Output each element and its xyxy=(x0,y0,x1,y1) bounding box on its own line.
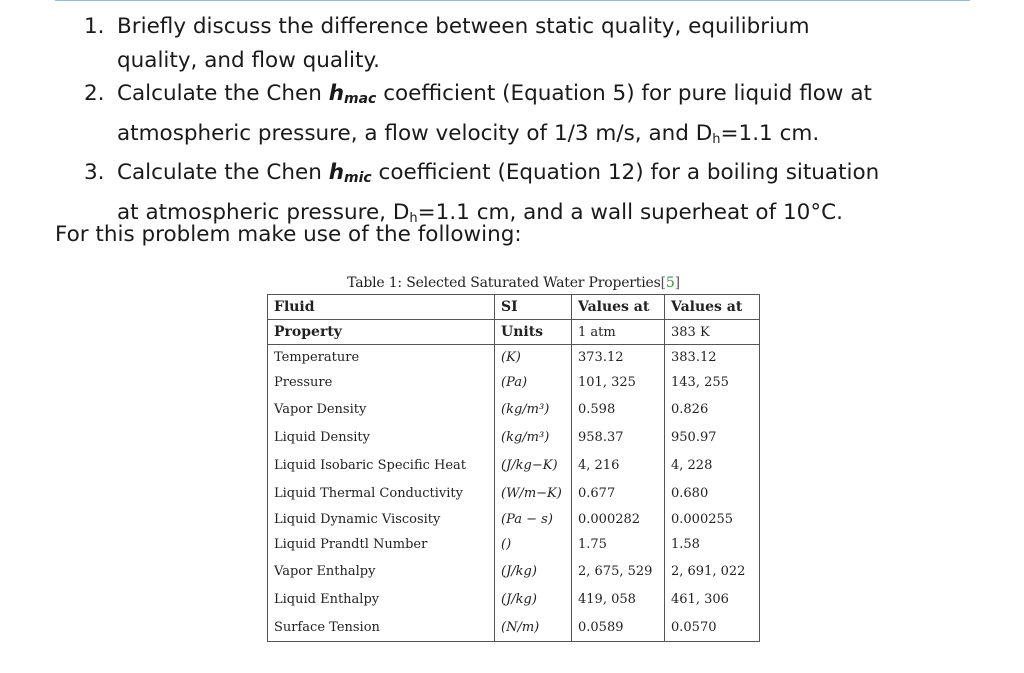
top-divider xyxy=(55,0,970,1)
header-cell: Values at xyxy=(572,295,665,320)
properties-table-block xyxy=(267,275,760,642)
value-1atm-cell: 419, 058 xyxy=(572,585,665,613)
value-1atm-cell: 4, 216 xyxy=(572,451,665,479)
table-row xyxy=(268,479,760,507)
table-row xyxy=(268,395,760,423)
question-list xyxy=(84,10,984,235)
value-383k-cell: 950.97 xyxy=(671,429,717,445)
header-cell: Values at xyxy=(665,295,760,320)
units-cell: (Pa) xyxy=(495,370,572,395)
header-cell: 1 atm xyxy=(572,320,665,345)
property-cell: Liquid Thermal Conductivity xyxy=(268,479,495,507)
value-383k-cell: 0.680 xyxy=(671,485,709,501)
units-cell: (J/kg) xyxy=(495,557,572,585)
value-1atm-cell: 373.12 xyxy=(572,345,665,371)
table-row xyxy=(268,613,760,642)
units-cell: (J/kg−K) xyxy=(495,451,572,479)
citation-link[interactable]: 5 xyxy=(665,275,675,291)
question-text: Briefly discuss the difference between static quality, equilibrium xyxy=(117,14,810,39)
header-cell: Units xyxy=(495,320,572,345)
question-number: 1. xyxy=(84,14,105,39)
question-text: quality, and flow quality. xyxy=(117,47,380,73)
table-header-row xyxy=(268,295,760,320)
table-row xyxy=(268,451,760,479)
header-cell: Property xyxy=(268,320,495,345)
table-row xyxy=(268,532,760,557)
property-cell: Liquid Density xyxy=(268,423,495,451)
value-383k-cell: 1.58 xyxy=(671,537,700,552)
value-383k-cell: 0.0570 xyxy=(671,619,717,635)
table-row xyxy=(268,345,760,371)
units-cell: (K) xyxy=(495,345,572,371)
properties-table xyxy=(267,294,760,642)
question-item: 3. Calculate the Chen $h_{mic}$ coefficient (Equation 12) for a boiling situation at atmospheric pressure, $D_h=1.1$ cm, and a wall superheat of 10°C. xyxy=(84,156,984,235)
question-text: Calculate the Chen xyxy=(117,81,329,106)
symbol-h-mac: $h_{mac}$ xyxy=(328,81,377,107)
units-cell: (kg/m³) xyxy=(495,395,572,423)
symbol-h-mic: $h_{mic}$ xyxy=(328,160,372,186)
table-row xyxy=(268,507,760,532)
value-383k-cell: 143, 255 xyxy=(671,375,729,390)
property-cell: Vapor Density xyxy=(268,395,495,423)
property-cell: Vapor Enthalpy xyxy=(268,557,495,585)
property-cell: Liquid Isobaric Specific Heat xyxy=(268,451,495,479)
property-cell: Liquid Dynamic Viscosity xyxy=(268,507,495,532)
value-383k-cell: 0.000255 xyxy=(671,512,734,527)
value-1atm-cell: 958.37 xyxy=(572,423,665,451)
value-1atm-cell: 0.598 xyxy=(572,395,665,423)
table-row xyxy=(268,557,760,585)
value-1atm-cell: 0.677 xyxy=(572,479,665,507)
units-cell: () xyxy=(495,532,572,557)
header-cell: 383 K xyxy=(665,320,760,345)
units-cell: (N/m) xyxy=(495,613,572,642)
value-383k-cell: 2, 691, 022 xyxy=(671,563,746,579)
question-number: 2. xyxy=(84,81,105,106)
question-text: coefficient (Equation 5) for pure liquid flow at xyxy=(376,81,872,106)
header-cell: Fluid xyxy=(268,295,495,320)
property-cell: Surface Tension xyxy=(268,613,495,642)
units-cell: (W/m−K) xyxy=(495,479,572,507)
value-383k-cell: 461, 306 xyxy=(671,591,729,607)
units-cell: (kg/m³) xyxy=(495,423,572,451)
question-item: 2. Calculate the Chen $h_{mac}$ coefficient (Equation 5) for pure liquid flow at atmospheric pressure, a flow velocity of 1/3 m/s, and $D_h=1.1$ cm. xyxy=(84,77,984,156)
question-number: 3. xyxy=(84,160,105,185)
value-383k-cell: 4, 228 xyxy=(671,457,713,473)
table-row xyxy=(268,370,760,395)
intro-text: For this problem make use of the following: xyxy=(55,222,522,247)
value-1atm-cell: 2, 675, 529 xyxy=(572,557,665,585)
property-cell: Temperature xyxy=(268,345,495,371)
question-text: =1.1 cm, and a wall superheat of 10°C. xyxy=(417,199,843,225)
property-cell: Liquid Prandtl Number xyxy=(268,532,495,557)
property-cell: Liquid Enthalpy xyxy=(268,585,495,613)
value-1atm-cell: 0.0589 xyxy=(572,613,665,642)
value-383k-cell: 0.826 xyxy=(671,401,709,417)
header-cell: SI xyxy=(495,295,572,320)
units-cell: (Pa − s) xyxy=(495,507,572,532)
value-1atm-cell: 0.000282 xyxy=(572,507,665,532)
question-text: coefficient (Equation 12) for a boiling situation xyxy=(371,160,880,185)
table-row xyxy=(268,423,760,451)
table-row xyxy=(268,585,760,613)
question-item xyxy=(84,10,984,77)
table-caption: Table 1: Selected Saturated Water Properties[5] xyxy=(347,275,680,291)
question-text: atmospheric pressure, a flow velocity of 1/3 m/s, and D xyxy=(117,120,713,146)
value-1atm-cell: 1.75 xyxy=(572,532,665,557)
value-383k-cell: 383.12 xyxy=(671,350,717,365)
value-1atm-cell: 101, 325 xyxy=(572,370,665,395)
question-text: =1.1 cm. xyxy=(720,120,820,146)
units-cell: (J/kg) xyxy=(495,585,572,613)
table-subheader-row xyxy=(268,320,760,345)
question-text: at atmospheric pressure, D xyxy=(117,199,410,225)
question-text: Calculate the Chen xyxy=(117,160,329,185)
property-cell: Pressure xyxy=(268,370,495,395)
